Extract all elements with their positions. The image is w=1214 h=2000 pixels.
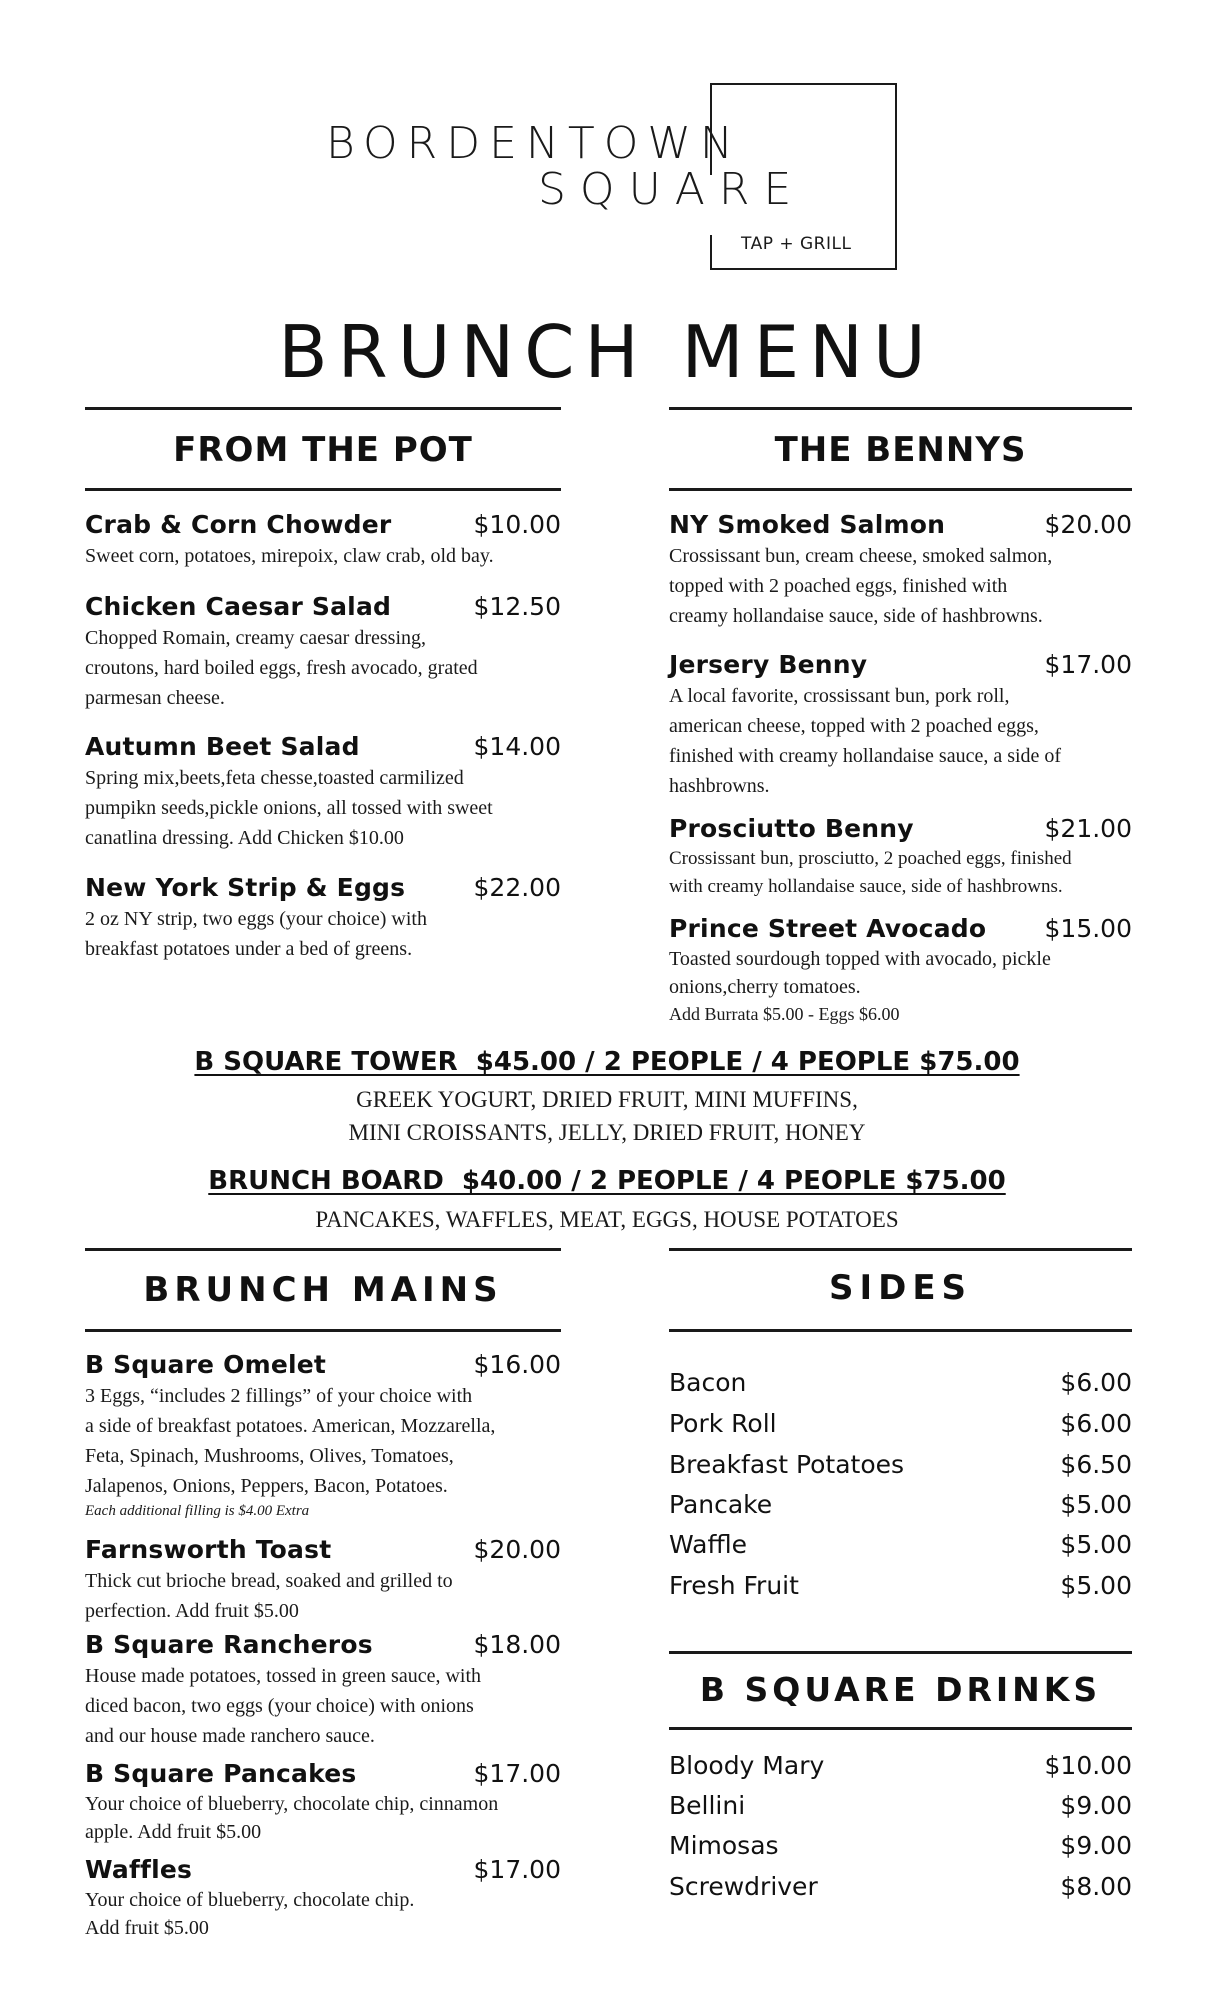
menu-item [85,591,561,713]
side-price: $5.00 [1060,1571,1132,1600]
item-price: $12.50 [473,592,561,621]
drink-price: $9.00 [1060,1831,1132,1860]
item-description: Add fruit $5.00 [85,1917,209,1939]
item-name: B Square Pancakes [85,1759,357,1788]
special-description: PANCAKES, WAFFLES, MEAT, EGGS, HOUSE POTATOES [315,1207,899,1232]
menu-item [669,813,1132,901]
item-description: apple. Add fruit $5.00 [85,1821,262,1843]
logo-line2: SQUARE [538,164,806,215]
item-price: $17.00 [473,1759,561,1788]
drink-name: Screwdriver [669,1872,818,1901]
section-title-brunch-mains: BRUNCH MAINS [143,1270,503,1310]
menu-item [85,1629,561,1751]
item-description: with creamy hollandaise sauce, side of hashbrowns. [669,876,1063,897]
menu-item [669,913,1132,1027]
item-description: Your choice of blueberry, chocolate chip. [85,1889,415,1911]
item-description: pumpikn seeds,pickle onions, all tossed with sweet [85,797,493,819]
item-name: B Square Omelet [85,1350,327,1379]
divider [669,1727,1132,1730]
drink-price: $10.00 [1044,1751,1132,1780]
menu-item [85,731,561,853]
item-price: $17.00 [1044,650,1132,679]
menu-item [669,509,1132,631]
item-price: $16.00 [473,1350,561,1379]
item-price: $17.00 [473,1855,561,1884]
item-note: Each additional filling is $4.00 Extra [85,1503,310,1519]
item-description: Jalapenos, Onions, Peppers, Bacon, Potatoes. [85,1475,448,1497]
side-price: $6.00 [1060,1368,1132,1397]
special-title-board: BRUNCH BOARD $40.00 / 2 PEOPLE / 4 PEOPLE $75.00 [208,1166,1006,1196]
divider [669,407,1132,410]
item-description: Feta, Spinach, Mushrooms, Olives, Tomatoes, [85,1445,454,1467]
side-name: Bacon [669,1368,747,1397]
item-description: 3 Eggs, “includes 2 fillings” of your choice with [85,1385,473,1407]
item-description: canatlina dressing. Add Chicken $10.00 [85,827,404,849]
item-description: topped with 2 poached eggs, finished with [669,575,1008,597]
side-price: $5.00 [1060,1530,1132,1559]
drink-item [669,1871,1132,1903]
item-description: perfection. Add fruit $5.00 [85,1600,299,1622]
special-description: MINI CROISSANTS, JELLY, DRIED FRUIT, HONEY [348,1120,866,1145]
side-name: Pork Roll [669,1409,777,1438]
page-title: BRUNCH MENU [278,310,936,394]
side-name: Fresh Fruit [669,1571,799,1600]
side-item [669,1408,1132,1440]
drink-item [669,1790,1132,1822]
item-description: croutons, hard boiled eggs, fresh avocado, grated [85,657,478,679]
item-name: NY Smoked Salmon [669,510,946,539]
drink-price: $9.00 [1060,1791,1132,1820]
side-item [669,1367,1132,1399]
item-description: Crossissant bun, cream cheese, smoked salmon, [669,545,1053,567]
special-title-tower: B SQUARE TOWER $45.00 / 2 PEOPLE / 4 PEOPLE $75.00 [194,1047,1020,1077]
section-title-from-the-pot: FROM THE POT [173,430,473,470]
special-description: GREEK YOGURT, DRIED FRUIT, MINI MUFFINS, [356,1087,858,1112]
divider [669,1651,1132,1654]
side-price: $6.00 [1060,1409,1132,1438]
item-description: hashbrowns. [669,775,770,797]
item-description: Toasted sourdough topped with avocado, pickle [669,948,1051,970]
item-price: $18.00 [473,1630,561,1659]
item-name: Waffles [85,1855,193,1884]
item-price: $15.00 [1044,914,1132,943]
item-name: Prosciutto Benny [669,814,914,843]
menu-item [85,872,561,964]
side-item [669,1449,1132,1481]
item-price: $22.00 [473,873,561,902]
item-name: Autumn Beet Salad [85,732,360,761]
item-description: Thick cut brioche bread, soaked and grilled to [85,1570,453,1592]
divider [85,407,561,410]
drink-price: $8.00 [1060,1872,1132,1901]
side-item [669,1570,1132,1602]
menu-item [85,1854,561,1942]
item-name: New York Strip & Eggs [85,873,406,902]
section-title-drinks: B SQUARE DRINKS [699,1670,1102,1709]
item-description: breakfast potatoes under a bed of greens. [85,938,413,960]
item-description: american cheese, topped with 2 poached eggs, [669,715,1039,737]
side-item [669,1489,1132,1521]
item-description: Your choice of blueberry, chocolate chip, cinnamon [85,1793,499,1815]
item-name: Prince Street Avocado [669,914,987,943]
item-description: 2 oz NY strip, two eggs (your choice) with [85,908,427,930]
divider [669,1329,1132,1332]
side-name: Breakfast Potatoes [669,1450,905,1479]
menu-item [85,1349,561,1521]
side-price: $5.00 [1060,1490,1132,1519]
divider [85,488,561,491]
item-price: $21.00 [1044,814,1132,843]
menu-item [85,1758,561,1846]
item-description: Chopped Romain, creamy caesar dressing, [85,627,427,649]
item-name: Crab & Corn Chowder [85,510,392,539]
item-name: B Square Rancheros [85,1630,373,1659]
divider [85,1248,561,1251]
item-name: Chicken Caesar Salad [85,592,392,621]
item-description: onions,cherry tomatoes. [669,976,861,998]
drink-name: Bloody Mary [669,1751,825,1780]
item-addon-note: Add Burrata $5.00 - Eggs $6.00 [669,1004,900,1024]
side-item [669,1529,1132,1561]
section-title-sides: SIDES [828,1268,973,1308]
drink-item [669,1750,1132,1782]
item-description: diced bacon, two eggs (your choice) with onions [85,1695,474,1717]
drink-name: Mimosas [669,1831,779,1860]
divider [85,1329,561,1332]
logo-tagline: TAP + GRILL [741,234,852,254]
item-description: and our house made ranchero sauce. [85,1725,375,1747]
item-description: finished with creamy hollandaise sauce, a side of [669,745,1062,767]
section-title-the-bennys: THE BENNYS [774,430,1027,470]
menu-item [85,509,561,571]
item-description: House made potatoes, tossed in green sauce, with [85,1665,482,1687]
item-description: Spring mix,beets,feta chesse,toasted carmilized [85,767,464,789]
item-description: parmesan cheese. [85,687,225,709]
item-description: Sweet corn, potatoes, mirepoix, claw crab, old bay. [85,545,494,567]
menu-item [669,649,1132,801]
item-description: creamy hollandaise sauce, side of hashbrowns. [669,605,1043,627]
item-description: A local favorite, crossissant bun, pork roll, [669,685,1010,707]
side-name: Pancake [669,1490,773,1519]
divider [669,1248,1132,1251]
item-name: Farnsworth Toast [85,1535,332,1564]
item-description: Crossissant bun, prosciutto, 2 poached eggs, finished [669,848,1072,869]
item-description: a side of breakfast potatoes. American, Mozzarella, [85,1415,496,1437]
drink-name: Bellini [669,1791,746,1820]
logo-line1: BORDENTOWN [326,118,742,169]
item-price: $20.00 [473,1535,561,1564]
side-price: $6.50 [1060,1450,1132,1479]
drink-item [669,1830,1132,1862]
divider [669,488,1132,491]
item-price: $10.00 [473,510,561,539]
item-price: $20.00 [1044,510,1132,539]
side-name: Waffle [669,1530,747,1559]
item-price: $14.00 [473,732,561,761]
menu-item [85,1534,561,1626]
item-name: Jersery Benny [669,650,868,679]
